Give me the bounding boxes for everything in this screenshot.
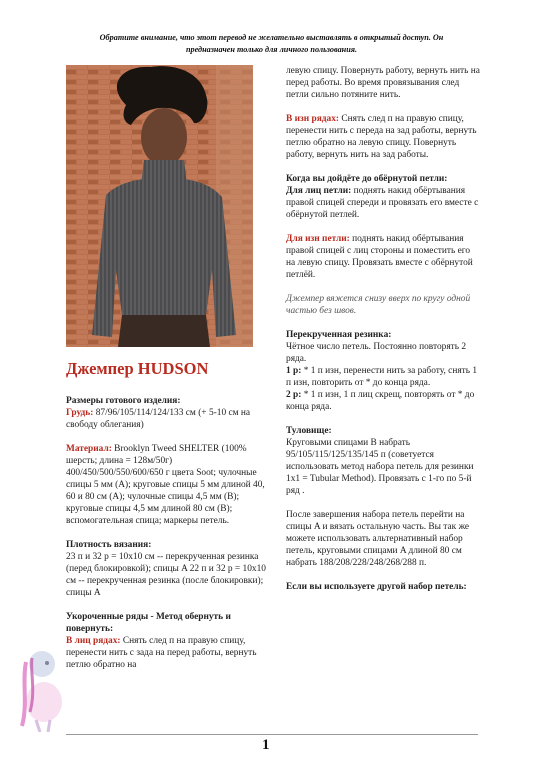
gauge-heading: Плотность вязания: [66,540,152,550]
material-text: Brooklyn Tweed SHELTER (100% шерсть; длина = 128м/50г) 400/450/500/550/600/650 г цвета Soot; чулочные спицы 5 мм (A); круговые спицы 5 мм длиной 40, 60 и 80 см (A); чулочные спицы 4,5 мм (B); круговые спицы 4,5 мм длиной 80 см (B); вспомогательная спица; маркеры петель. [66,444,265,526]
row2-label: 2 р: [286,390,302,400]
site-logo [16,642,72,732]
knit-loop-text: поднять накид обёртывания правой спицей спереди и провязать его вместе с обёрнутой петлей. [286,186,479,220]
row2-text: * 1 п изн, 1 п лиц скрещ, повторять от * до конца ряда. [286,390,475,412]
bust-text: 87/96/105/114/124/133 см (+ 5-10 см на свободу облегания) [66,408,251,430]
knit-rows-label: В лиц рядах: [66,636,121,646]
purl-rows-text: Снять след п на правую спицу, перенести нить с переда на зад работы, вернуть петлю обратно на левую спицу. Повернуть работу, вернуть нить на зад работы. [286,114,477,160]
purl-loop-label: Для изн петли: [286,234,350,244]
sizes-heading: Размеры готового изделия: [66,396,181,406]
bust-label: Грудь: [66,408,94,418]
short-rows-heading: Укороченные ряды - Метод обернуть и повернуть: [66,612,231,634]
right-column [286,65,481,605]
knit-loop-label: Для лиц петли: [286,186,352,196]
footer-divider [66,734,478,735]
page-number: 1 [262,737,270,753]
body-heading: Туловище: [286,426,332,436]
after-text: После завершения набора петель перейти на спицы A и вязать остальную часть. Вы так же можете использовать альтернативный набор петель, круговыми спицами A длиной 80 см набрать 188/208/228/248/268/288 п. [286,510,470,568]
continued-text: левую спицу. Повернуть работу, вернуть нить на перед работы. Во время провязывания след петли сильно потяните нить. [286,66,480,100]
notice-line-1: Обратите внимание, что этот перевод не желательно выставлять в открытый доступ. Он [99,33,444,42]
twisted-text: Чётное число петель. Постоянно повторять 2 ряда. [286,342,467,364]
purl-loop-text: поднять накид обёртывания правой спицей с лиц стороны и поместить его на левую спицу. Провязать вместе с обёрнутой петлёй. [286,234,473,280]
left-column [66,395,266,683]
other-method-heading: Если вы используете другой набор петель: [286,582,467,592]
row1-text: * 1 п изн, перенести нить за работу, снять 1 п изн, повторить от * до конца ряда. [286,366,478,388]
material-label: Материал: [66,444,112,454]
pony-logo-icon [16,642,72,732]
purl-rows-label: В изн рядах: [286,114,340,124]
model-photo [66,65,253,347]
body-text: Круговыми спицами B набрать 95/105/115/125/135/145 п (советуется использовать метод набора петель для резинки 1x1 = Tubular Method). Провязать с 1-го по 5-й ряд . [286,438,474,496]
twisted-heading: Перекрученная резинка: [286,330,392,340]
row1-label: 1 р: [286,366,302,376]
gauge-text: 23 п и 32 р = 10x10 см -- перекрученная резинка (перед блокировкой); спицы A 22 п и 32 р = 10x10 см -- перекрученная резинка (после блокировки); спицы A [66,552,266,598]
notice-line-2: предназначен только для личного пользования. [185,45,358,54]
when-heading: Когда вы дойдёте до обёрнутой петли: [286,174,448,184]
model-photo-illustration [66,65,253,347]
pattern-title: Джемпер HUDSON [66,359,209,378]
knit-rows-text: Снять след п на правую спицу, перенести нить с зада на перед работы, вернуть петлю обратно на [66,636,257,670]
copyright-notice [20,32,523,56]
italic-note: Джемпер вяжется снизу вверх по кругу одной частью без швов. [286,294,471,316]
